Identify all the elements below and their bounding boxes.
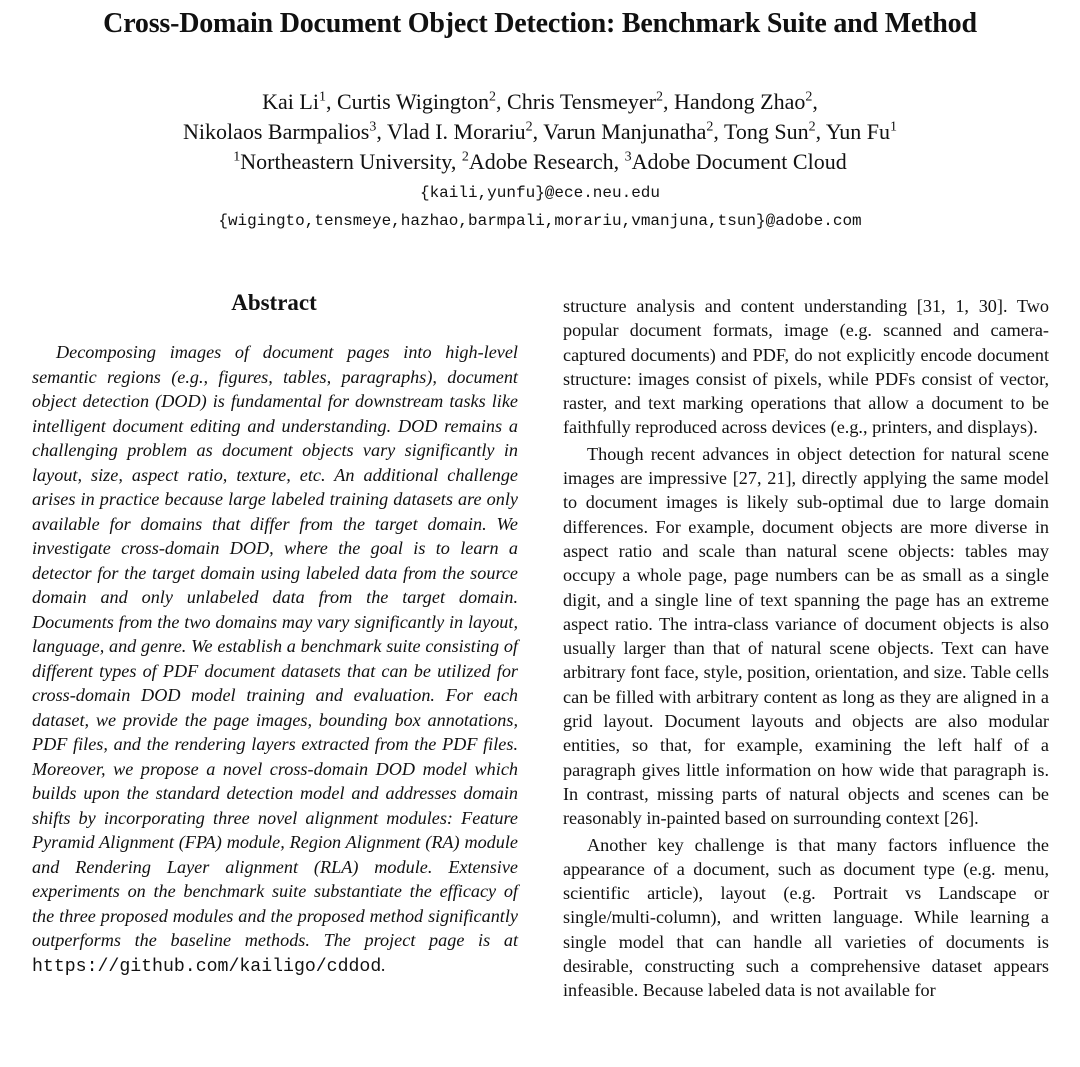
email-adobe[interactable]: {wigingto,tensmeye,hazhao,barmpali,morariu,vmanjuna,tsun}@adobe.com: [218, 212, 862, 230]
author: Kai Li$^1$,: [262, 89, 337, 114]
affiliations: [0, 149, 1080, 175]
affiliation: $^1$Northeastern University,: [233, 149, 462, 174]
body-paragraph: Another key challenge is that many factors influence the appearance of a document, such as document type (e.g. menu, scientific article), layout (e.g. Portrait vs Landscape or single/multi-column), and written language. While learning a single model that can handle all varieties of documents is desirable, constructing such a comprehensive dataset appears infeasible. Because labeled data is not available for: [563, 834, 1049, 1001]
project-url-link[interactable]: https://github.com/kailigo/cddod: [32, 956, 382, 977]
author: Yun Fu$^1$: [825, 119, 898, 144]
author: Handong Zhao$^2$,: [674, 89, 818, 114]
author-line-2: [0, 119, 1080, 145]
author: Vlad I. Morariu$^2$,: [386, 119, 544, 144]
author-line-1: [0, 89, 1080, 115]
abstract-text: Decomposing images of document pages into high-level semantic regions (e.g., figures, tables, paragraphs), document object detection (DOD) is fundamental for downstream tasks like intelligent document editing and understanding. DOD remains a challenging problem as document objects vary significantly in layout, size, aspect ratio, texture, etc. An additional challenge arises in practice because large labeled training datasets are only available for domains that differ from the target domain. We investigate cross-domain DOD, where the goal is to learn a detector for the target domain using labeled data from the source domain and only unlabeled data from the target domain. Documents from the two domains may vary significantly in layout, language, and genre. We establish a benchmark suite consisting of different types of PDF document datasets that can be utilized for cross-domain DOD model training and evaluation. For each dataset, we provide the page images, bounding box annotations, PDF files, and the rendering layers extracted from the PDF files. Moreover, we propose a novel cross-domain DOD model which builds upon the standard detection model and addresses domain shifts by incorporating three novel alignment modules: Feature Pyramid Alignment (FPA) module, Region Alignment (RA) module and Rendering Layer alignment (RLA) module. Extensive experiments on the benchmark suite substantiate the efficacy of the three proposed modules and the proposed method significantly outperforms the baseline methods. The project page is at https://github.com/kailigo/cddod.: [32, 342, 518, 977]
author: Chris Tensmeyer$^2$,: [507, 89, 675, 114]
author: Nikolaos Barmpalios$^3$,: [182, 119, 387, 144]
body-paragraph: Though recent advances in object detection for natural scene images are impressive [27, 21], directly applying the same model to document images is likely sub-optimal due to large domain differences. For example, document objects are more diverse in aspect ratio and scale than natural scene objects: tables may occupy a whole page, page numbers can be as small as a single digit, and a single line of text spanning the page has an extreme aspect ratio. The intra-class variance of document objects is also usually larger than that of natural scene objects. Text can have arbitrary font face, style, position, orientation, and size. Table cells can be filled with arbitrary content as long as they are aligned in a grid layout. Document layouts and objects are also modular entities, so that, for example, examining the left half of a paragraph gives little information on how wide that paragraph is. In contrast, missing parts of natural objects and scenes can be reasonably in-painted based on surrounding context [26].: [563, 443, 1049, 829]
introduction-column: [563, 294, 1049, 1003]
body-paragraph: structure analysis and content understanding [31, 1, 30]. Two popular document formats, image (e.g. scanned and camera-captured documents) and PDF, do not explicitly encode document structure: images consist of pixels, while PDFs consist of vector, raster, and text marking operations that allow a document to be faithfully reproduced across devices (e.g., printers, and displays).: [563, 296, 1049, 438]
affiliation: $^2$Adobe Research,: [461, 149, 625, 174]
author: Varun Manjunatha$^2$,: [543, 119, 724, 144]
affiliation: $^3$Adobe Document Cloud: [624, 149, 847, 174]
author: Curtis Wigington$^2$,: [336, 89, 508, 114]
abstract-heading: Abstract: [231, 290, 317, 315]
author: Tong Sun$^2$,: [724, 119, 826, 144]
paper-title: Cross-Domain Document Object Detection: Benchmark Suite and Method: [103, 8, 977, 39]
email-neu[interactable]: {kaili,yunfu}@ece.neu.edu: [419, 184, 661, 202]
